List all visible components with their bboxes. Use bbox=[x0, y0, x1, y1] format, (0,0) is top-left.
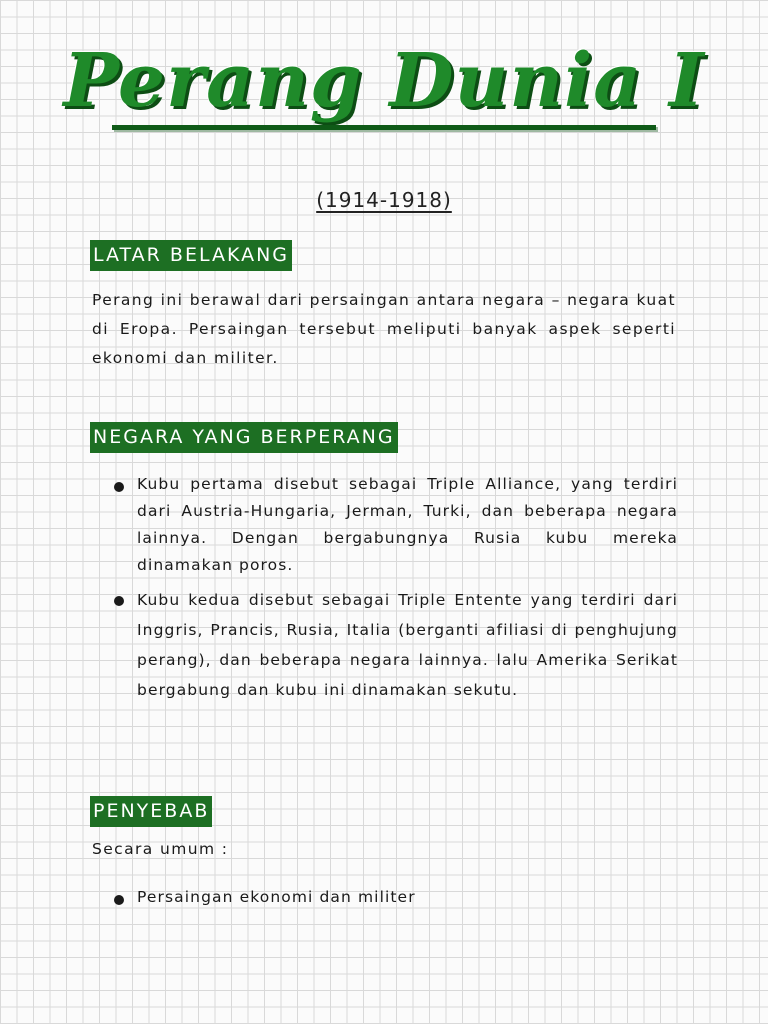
year-range: (1914-1918) bbox=[316, 188, 452, 212]
heading-penyebab: PENYEBAB bbox=[90, 796, 212, 827]
list-item bbox=[110, 884, 678, 911]
bullet-icon bbox=[114, 895, 124, 905]
latar-belakang-text: Perang ini berawal dari persaingan antara negara – negara kuat di Eropa. Persaingan tersebut meliputi banyak aspek seperti ekonomi dan militer. bbox=[92, 291, 676, 367]
penyebab-list bbox=[110, 884, 678, 911]
bullet-icon bbox=[114, 482, 124, 492]
list-item-text: Kubu pertama disebut sebagai Triple Alliance, yang terdiri dari Austria-Hungaria, Jerman, Turki, dan beberapa negara lainnya. Dengan bergabungnya Rusia kubu mereka dinamakan poros. bbox=[137, 475, 678, 574]
list-item-text: Kubu kedua disebut sebagai Triple Entente yang terdiri dari Inggris, Prancis, Rusia, Italia (berganti afiliasi di penghujung perang), dan beberapa negara lainnya. lalu Amerika Serikat bergabung dan kubu ini dinamakan sekutu. bbox=[137, 591, 678, 699]
list-item-text: Persaingan ekonomi dan militer bbox=[137, 888, 416, 906]
penyebab-intro: Secara umum : bbox=[92, 840, 229, 858]
list-item bbox=[110, 585, 678, 705]
page-title: Perang Dunia I bbox=[63, 38, 705, 124]
heading-latar-belakang: LATAR BELAKANG bbox=[90, 240, 292, 271]
title-underline bbox=[112, 125, 656, 130]
list-item bbox=[110, 471, 678, 579]
heading-negara-yang-berperang: NEGARA YANG BERPERANG bbox=[90, 422, 398, 453]
bullet-icon bbox=[114, 596, 124, 606]
negara-list bbox=[110, 471, 678, 705]
